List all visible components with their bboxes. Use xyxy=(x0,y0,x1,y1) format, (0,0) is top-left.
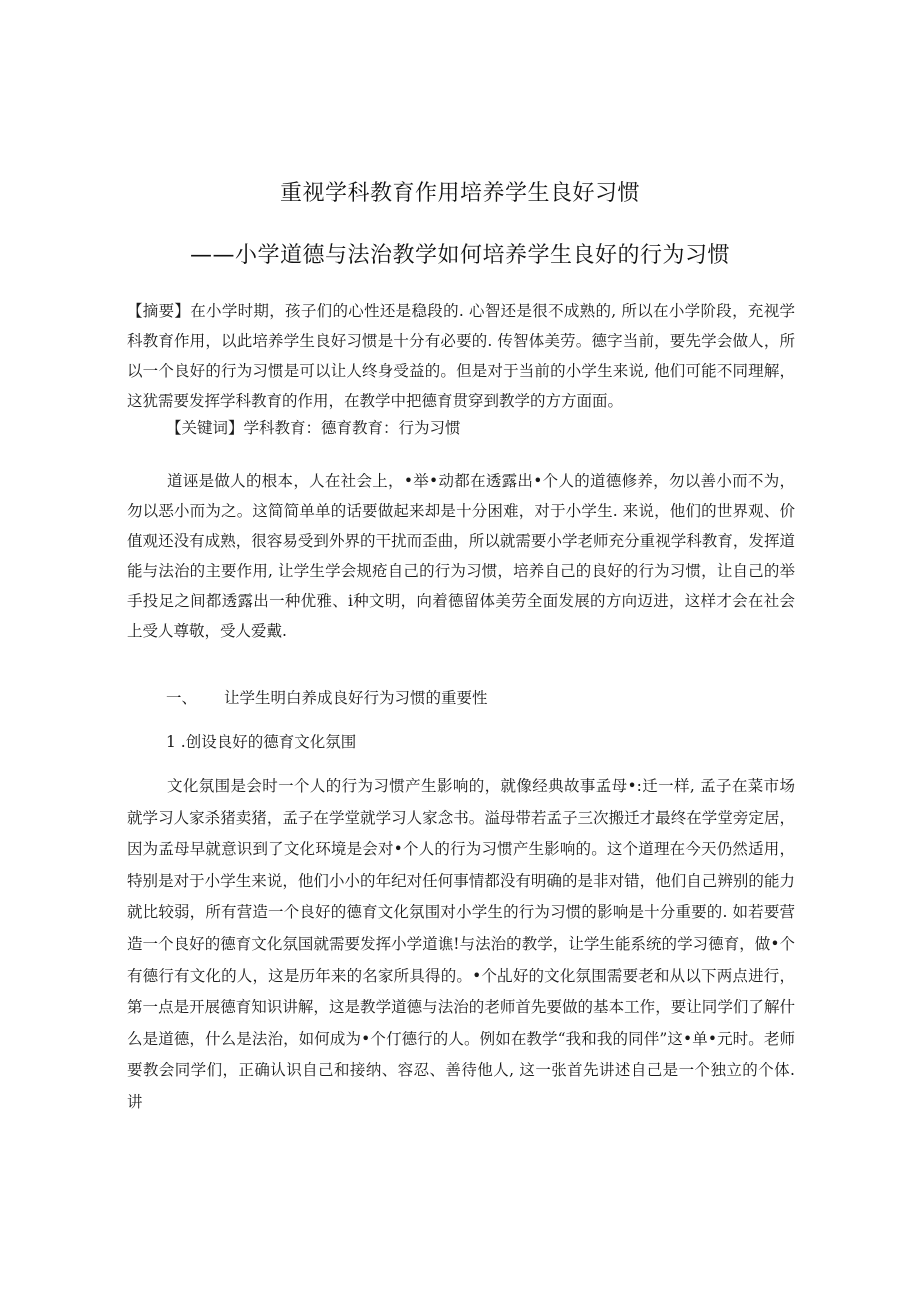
abstract-block xyxy=(127,296,795,416)
body-paragraph-1 xyxy=(127,466,795,646)
section-title: 让学生明白养成良好行为习惯的重要性 xyxy=(224,689,488,707)
keywords-line: 【关键词】学科教育：德育教育：行为习惯 xyxy=(166,419,461,437)
subsection-heading: 1 .创设良好的德育文化氛围 xyxy=(166,733,357,751)
paragraph-text: 道诬是做人的根本，人在社会上，•举•动都在透露出•个人的道德修养，勿以善小而不为，勿以恶小而为之。这简简单单的话要做起来却是十分困难，对于小学生. 来说，他们的世界观、价值观还没有成熟，很容易受到外界的干扰而歪曲，所以就需要小学老师充分重视学科教育，发挥道能与法治的主要作用, 让学生学会规疮自己的行为习惯，培养自己的良好的行为习惯，让自己的举手投足之间都透露出一种优雅、i种文明，向着德留体美劳全面发展的方向迈进，这样才会在社会上受人尊敬，受人爱戴. xyxy=(127,472,795,640)
paragraph-text: 文化氛围是会时一个人的行为习惯产生影响的，就像经典故事孟母•:迁一样, 孟子在菜市场就学习人家杀猪卖猪，孟子在学堂就学习人家念书。溢母带若孟子三次搬迁才最终在学堂旁定居，因为孟母早就意识到了文化环境是会对•个人的行为习惯产生影响的。这个道理在今天仍然适用，特别是对于小学生来说，他们小小的年纪对任何事情都没有明确的是非对错，他们自己辨别的能力就比较弱，所有营造一个良好的德育文化氛围对小学生的行为习惯的影响是十分重要的. 如若要营造一个良好的德育文化氛国就需要发挥小学道谯!与法治的教学，让学生能系统的学习德育，做•个有德行有文化的人，这是历年来的名家所具得的。•个乩好的文化氛围需要老和从以下两点进行，第一点是开展德育知识讲解，这是教学道德与法治的老师首先要做的基本工作，要让同学们了解什么是道德，什么是法治，如何成为•个仃德行的人。例如在教学“我和我的同伴”这•单•元时。老师要教会同学们，正确认识自己和接纳、容忍、善待他人, 这一张首先讲述自己是一个独立的个体. 讲 xyxy=(127,777,795,1111)
section-heading xyxy=(166,686,488,708)
document-title: 重视学科教育作用培养学生良好习惯 xyxy=(279,181,640,206)
abstract-text: 【摘要】在小学时期，孩子们的心性还是稳段的. 心智还是很不成熟的, 所以在小学阶段，充视学科教育作用，以此培养学生良好习惯是十分有必要的. 传智体美劳。德字当前，要先学会做人，所以一个良好的行为习惯是可以让人终身受益的。但是对于当前的小学生来说, 他们可能不同理解，这犹需要发挥学科教育的作用，在教学中把德育贯穿到教学的方方面面。 xyxy=(127,302,795,410)
section-number: 一、 xyxy=(166,689,198,707)
document-subtitle: ——小学道德与法治教学如何培养学生良好的行为习惯 xyxy=(189,243,730,268)
body-paragraph-2 xyxy=(127,771,795,1119)
